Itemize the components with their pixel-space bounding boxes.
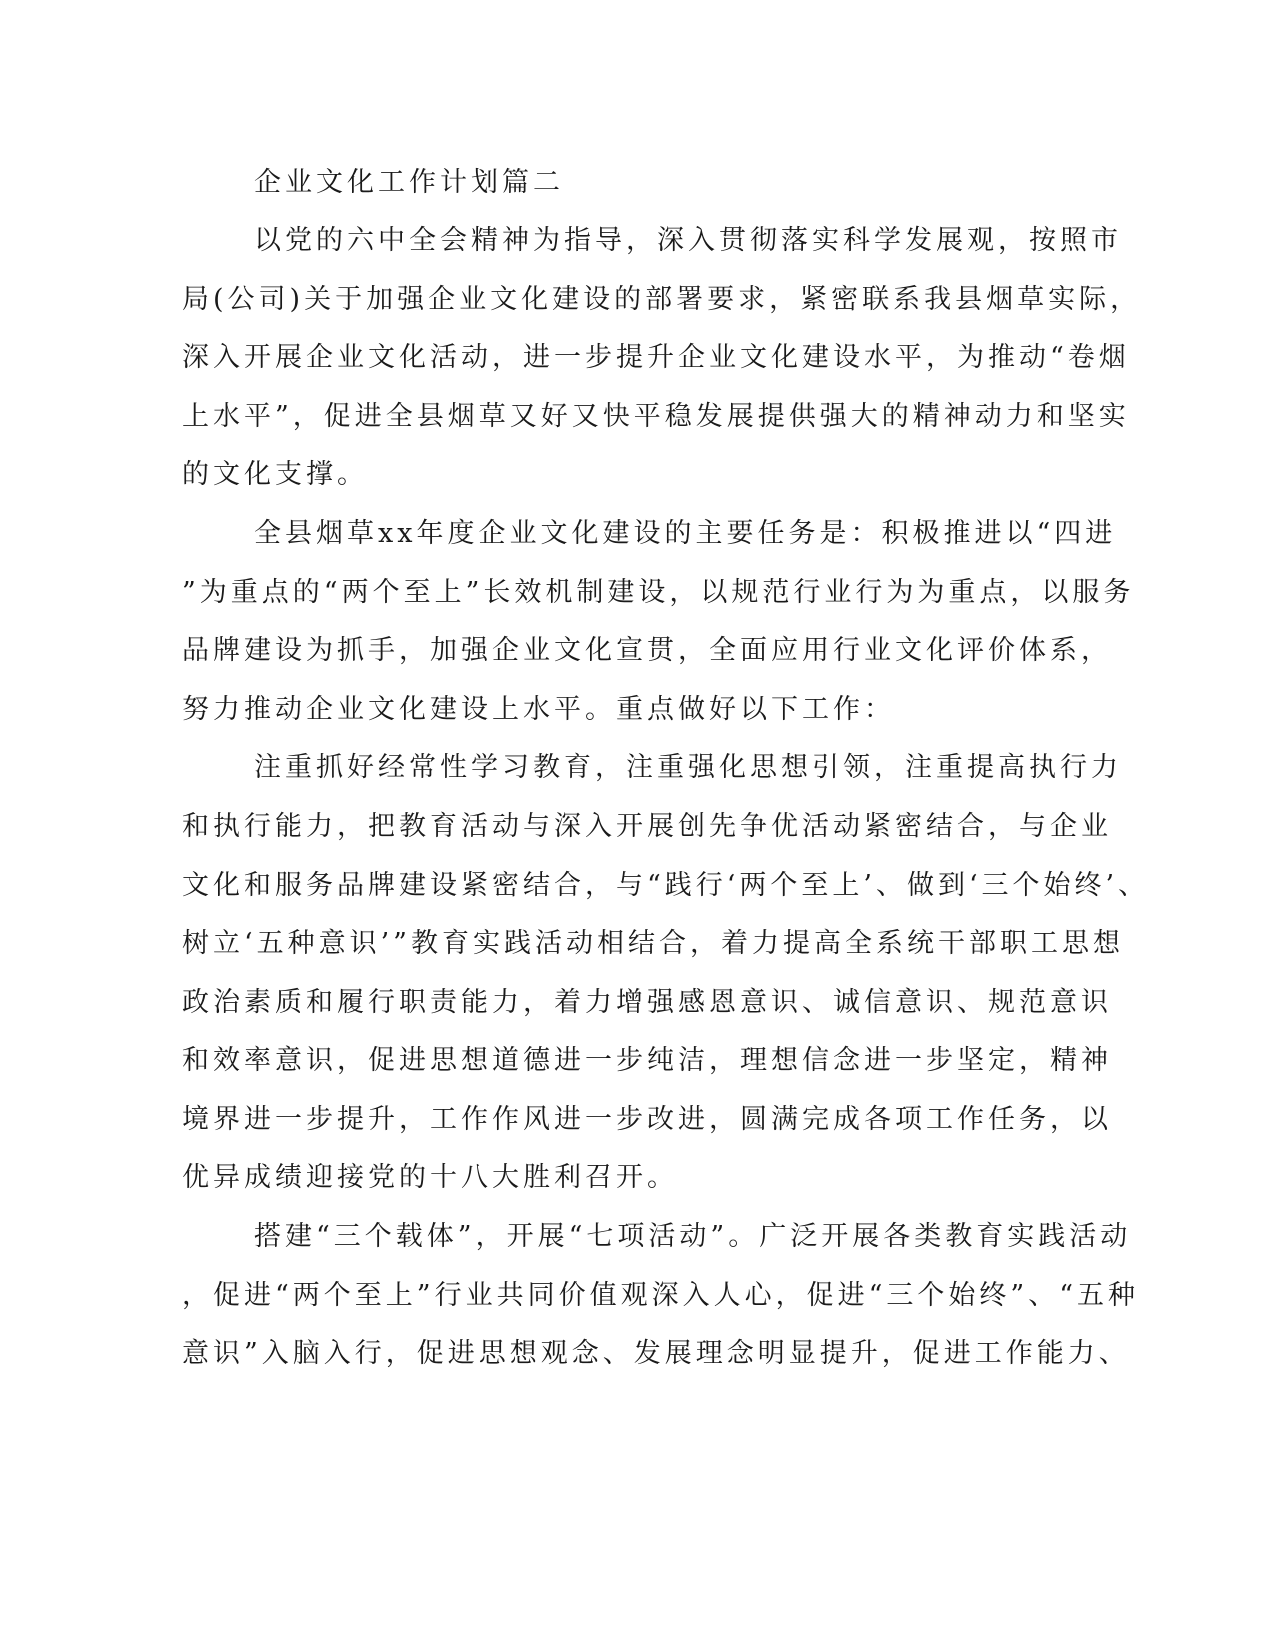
paragraph-2-line-1: 全县烟草xx年度企业文化建设的主要任务是：积极推进以“四进 — [254, 518, 1117, 549]
paragraph-4-line-2: ，促进“两个至上”行业共同价值观深入人心，促进“三个始终”、“五种 — [182, 1280, 1140, 1311]
paragraph-2-line-4: 努力推动企业文化建设上水平。重点做好以下工作： — [182, 694, 895, 725]
paragraph-4-line-3: 意识”入脑入行，促进思想观念、发展理念明显提升，促进工作能力、 — [182, 1338, 1130, 1369]
paragraph-3-line-7: 境界进一步提升，工作作风进一步改进，圆满完成各项工作任务，以 — [182, 1104, 1112, 1135]
paragraph-3-line-3: 文化和服务品牌建设紧密结合，与“践行‘两个至上’、做到‘三个始终’、 — [182, 870, 1150, 901]
document-title: 企业文化工作计划篇二 — [254, 167, 564, 198]
paragraph-3-line-5: 政治素质和履行职责能力，着力增强感恩意识、诚信意识、规范意识 — [182, 987, 1112, 1018]
paragraph-1-line-2: 局(公司)关于加强企业文化建设的部署要求，紧密联系我县烟草实际， — [182, 284, 1142, 315]
paragraph-3-line-2: 和执行能力，把教育活动与深入开展创先争优活动紧密结合，与企业 — [182, 811, 1112, 842]
paragraph-1-line-1: 以党的六中全会精神为指导，深入贯彻落实科学发展观，按照市 — [254, 225, 1122, 256]
paragraph-2-line-3: 品牌建设为抓手，加强企业文化宣贯，全面应用行业文化评价体系， — [182, 635, 1112, 666]
paragraph-1-line-4: 上水平”，促进全县烟草又好又快平稳发展提供强大的精神动力和坚实 — [182, 401, 1130, 432]
paragraph-3-line-8: 优异成绩迎接党的十八大胜利召开。 — [182, 1162, 678, 1193]
paragraph-1-line-5: 的文化支撑。 — [182, 459, 368, 490]
paragraph-3-line-4: 树立‘五种意识’”教育实践活动相结合，着力提高全系统干部职工思想 — [182, 928, 1124, 959]
paragraph-1-line-3: 深入开展企业文化活动，进一步提升企业文化建设水平，为推动“卷烟 — [182, 342, 1130, 373]
paragraph-4-line-1: 搭建“三个载体”，开展“七项活动”。广泛开展各类教育实践活动 — [254, 1221, 1132, 1252]
paragraph-2-line-2: ”为重点的“两个至上”长效机制建设，以规范行业行为为重点，以服务 — [182, 577, 1135, 608]
paragraph-3-line-6: 和效率意识，促进思想道德进一步纯洁，理想信念进一步坚定，精神 — [182, 1045, 1112, 1076]
paragraph-3-line-1: 注重抓好经常性学习教育，注重强化思想引领，注重提高执行力 — [254, 752, 1122, 783]
